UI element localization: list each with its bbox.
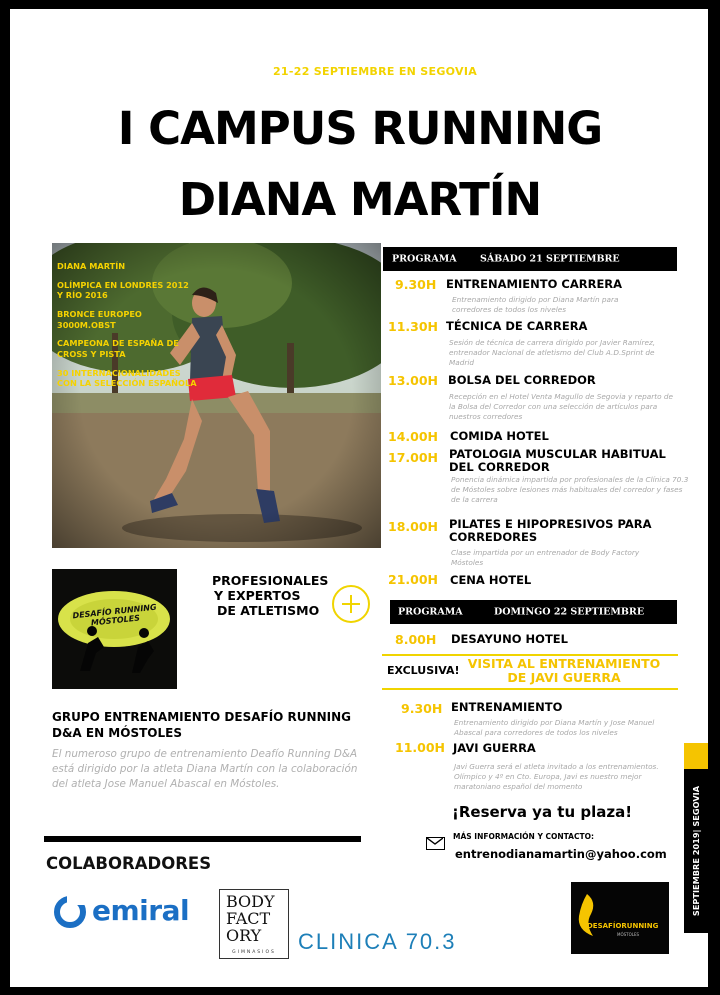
desafio-sponsor-l2: MÓSTOLES: [617, 932, 640, 937]
event-desc: Entrenamiento dirigido por Diana Martín para corredores de todos los niveles: [452, 295, 619, 314]
clinica-logo-text: CLINICA 70.3: [298, 929, 457, 954]
event-title: JAVI GUERRA: [453, 741, 536, 755]
exclusive-label: EXCLUSIVA!: [387, 664, 460, 677]
bio-champion: CAMPEONA DE ESPAÑA DE CROSS Y PISTA: [57, 338, 179, 359]
bf-line1: BODY: [226, 892, 275, 911]
event-desc: Clase impartida por un entrenador de Body Factory Móstoles: [451, 548, 640, 567]
desafio-sponsor-l1: DESAFÍORUNNING: [587, 922, 659, 930]
emiral-logo-text: emiral: [92, 894, 190, 927]
bio-olympics: OLÍMPICA EN LONDRES 2012 Y RÍO 2016: [57, 279, 189, 301]
event-title: DESAYUNO HOTEL: [451, 632, 568, 646]
event-title: ENTRENAMIENTO CARRERA: [446, 277, 623, 291]
day-label: SÁBADO 21 SEPTIEMBRE: [480, 253, 620, 265]
event-time: 11.30H: [388, 319, 438, 334]
exclusive-text: [448, 657, 680, 686]
event-desc: Ponencia dinámica impartida por profesionales de la Clínica 70.3 de Móstoles sobre lesiones más habituales del corredor y fases de la carrera: [451, 475, 689, 504]
exclusive-line2: DE JAVI GUERRA: [507, 670, 621, 686]
bf-line2: FACT: [226, 908, 271, 928]
bio-name: DIANA MARTÍN: [57, 261, 126, 271]
event-time: 21.00H: [388, 572, 438, 587]
exclusive-line1: VISITA AL ENTRENAMIENTO: [467, 656, 661, 671]
event-desc: Javi Guerra será el atleta invitado a los entrenamientos. Olímpico y 4º en Cto. Europa, Javi es nuestro mejor maratoniano español del momento: [454, 762, 659, 791]
event-title: ENTRENAMIENTO: [451, 700, 563, 714]
page-title-line1: I CAMPUS RUNNING: [117, 102, 603, 155]
event-time: 18.00H: [388, 519, 438, 534]
page-title-line2: DIANA MARTÍN: [178, 173, 542, 226]
event-time: 13.00H: [388, 373, 438, 388]
event-time: 9.30H: [395, 277, 437, 292]
pros-line1: PROFESIONALES: [212, 573, 329, 588]
event-desc: Recepción en el Hotel Venta Magullo de Segovia y reparto de la Bolsa del Corredor con una selección de artículos para nuestros corredores: [449, 392, 674, 421]
group-title: [52, 709, 351, 741]
divider: [44, 836, 361, 842]
plus-circle-icon: [332, 585, 370, 623]
event-desc: Entrenamiento dirigido por Diana Martín y Jose Manuel Abascal para corredores de todos los niveles: [454, 718, 655, 737]
bf-line3: ORY: [226, 925, 262, 945]
desafio-running-sponsor-logo: [571, 882, 669, 954]
program-header-sunday: [390, 600, 677, 624]
program-header-saturday: [383, 247, 677, 271]
group-title-line2: D&A EN MÓSTOLES: [52, 726, 182, 741]
athlete-bio: [57, 261, 197, 397]
event-title: COMIDA HOTEL: [450, 429, 549, 443]
poster: [10, 9, 708, 987]
pros-line3: DE ATLETISMO: [217, 603, 320, 618]
group-description: El numeroso grupo de entrenamiento Deafío Running D&A está dirigido por la atleta Diana Martín con la colaboración del atleta Jose Manuel Abascal en Móstoles.: [52, 748, 358, 791]
contact-label: MÁS INFORMACIÓN Y CONTACTO:: [453, 832, 594, 841]
flame-logo-icon: [571, 882, 669, 954]
event-time: 17.00H: [388, 450, 438, 465]
body-factory-logo: [219, 889, 289, 959]
program-label: PROGRAMA: [392, 253, 457, 265]
envelope-icon: [426, 837, 445, 850]
event-desc: Sesión de técnica de carrera dirigido por Javier Ramírez, entrenador Nacional de atletismo del Club A.D.Sprint de Madrid: [449, 338, 656, 367]
logo-text: DESAFÍO RUNNING MÓSTOLES: [72, 602, 157, 628]
contact-email-link[interactable]: entrenodianamartin@yahoo.com: [455, 847, 667, 861]
event-title: CENA HOTEL: [450, 573, 532, 587]
bio-bronze: BRONCE EUROPEO 3000M.OBST: [57, 308, 142, 330]
event-title: BOLSA DEL CORREDOR: [448, 373, 596, 387]
event-time: 14.00H: [388, 429, 438, 444]
side-tab-text: SEPTIEMBRE 2019| SEGOVIA: [691, 785, 701, 917]
bf-sub: GIMNASIOS: [232, 950, 276, 955]
emiral-logo-icon: [54, 896, 86, 928]
event-title: PILATES E HIPOPRESIVOS PARA CORREDORES: [449, 517, 652, 544]
event-time: 11.00H: [395, 740, 445, 755]
reserve-cta: ¡Reserva ya tu plaza!: [452, 803, 633, 821]
group-title-line1: GRUPO ENTRENAMIENTO DESAFÍO RUNNING: [52, 710, 351, 724]
program-label: PROGRAMA: [398, 606, 463, 618]
sponsors-heading: COLABORADORES: [46, 854, 212, 873]
bio-caps: 30 INTERNACIONALIDADES CON LA SELECCIÓN ESPAÑOLA: [57, 367, 197, 389]
side-tab-accent: [684, 743, 708, 769]
pros-text: [212, 573, 328, 618]
pros-line2: Y EXPERTOS: [214, 588, 301, 603]
event-time: 8.00H: [395, 632, 437, 647]
day-label: DOMINGO 22 SEPTIEMBRE: [494, 606, 645, 618]
desafio-running-logo: [52, 569, 177, 689]
event-time: 9.30H: [401, 701, 443, 716]
event-date: 21-22 SEPTIEMBRE EN SEGOVIA: [272, 65, 478, 78]
event-title: TÉCNICA DE CARRERA: [446, 319, 588, 333]
event-title: PATOLOGIA MUSCULAR HABITUAL DEL CORREDOR: [449, 447, 666, 474]
